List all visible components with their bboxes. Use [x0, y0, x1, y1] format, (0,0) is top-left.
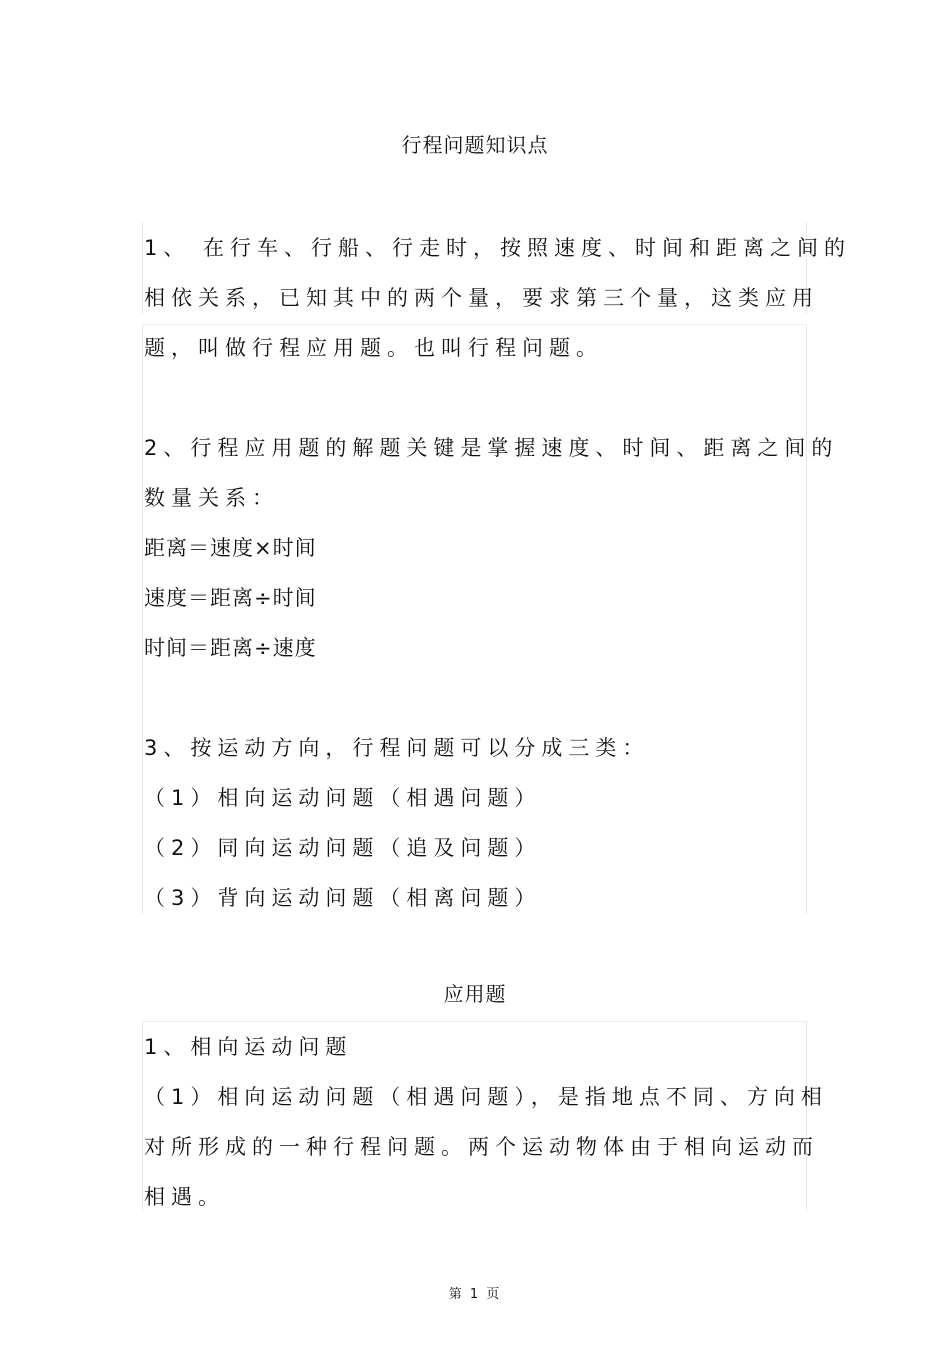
subtitle: 应用题 — [443, 982, 507, 1006]
frame-top-line — [142, 324, 806, 325]
section1-line-2: 相依关系，已知其中的两个量，要求第三个量，这类应用 — [144, 286, 819, 310]
formula-speed: 速度＝距离÷时间 — [144, 586, 317, 610]
section3-item-3: （3）背向运动问题（相离问题） — [144, 886, 542, 910]
problem-heading: 1、相向运动问题 — [144, 1035, 353, 1059]
formula-distance: 距离＝速度×时间 — [144, 536, 317, 560]
section3-item-1: （1）相向运动问题（相遇问题） — [144, 786, 542, 810]
section3-item-2: （2）同向运动问题（追及问题） — [144, 836, 542, 860]
formula-time: 时间＝距离÷速度 — [144, 636, 317, 660]
section3-heading: 3、按运动方向，行程问题可以分成三类： — [144, 736, 650, 760]
section1-line-3: 题，叫做行程应用题。也叫行程问题。 — [144, 336, 603, 360]
problem-line-3: 相遇。 — [144, 1185, 225, 1209]
section2-line-1: 2、行程应用题的解题关键是掌握速度、时间、距离之间的 — [144, 436, 839, 460]
problem-line-1: （1）相向运动问题（相遇问题），是指地点不同、方向相 — [144, 1085, 828, 1109]
frame-top-line-2 — [142, 1021, 806, 1022]
page-number: 第 1 页 — [448, 1287, 502, 1302]
problem-line-2: 对所形成的一种行程问题。两个运动物体由于相向运动而 — [144, 1135, 819, 1159]
page-title: 行程问题知识点 — [401, 133, 549, 157]
frame-block-2 — [142, 324, 807, 914]
section1-line-1: 1、 在行车、行船、行走时，按照速度、时间和距离之间的 — [144, 236, 852, 260]
section2-line-2: 数量关系： — [144, 486, 279, 510]
